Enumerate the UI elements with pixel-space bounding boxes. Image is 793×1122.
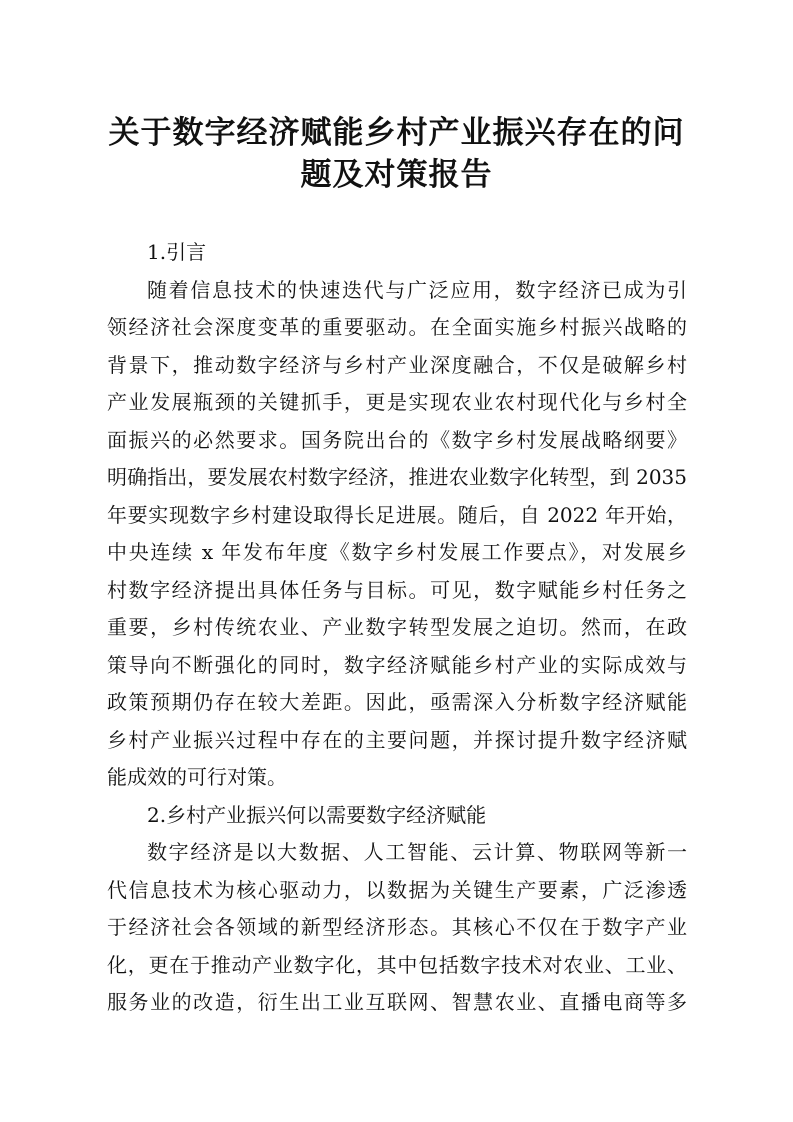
text-line: 服务业的改造，衍生出工业互联网、智慧农业、直播电商等多 bbox=[107, 990, 687, 1014]
text-line: 重要，乡村传统农业、产业数字转型发展之迫切。然而，在政 bbox=[107, 615, 687, 639]
text-line: 领经济社会深度变革的重要驱动。在全面实施乡村振兴战略的 bbox=[107, 315, 687, 339]
text-line: 能成效的可行对策。 bbox=[107, 765, 287, 789]
text-line: 于经济社会各领域的新型经济形态。其核心不仅在于数字产业 bbox=[107, 915, 687, 939]
text-line: 代信息技术为核心驱动力，以数据为关键生产要素，广泛渗透 bbox=[107, 877, 687, 902]
section-heading: 2.乡村产业振兴何以需要数字经济赋能 bbox=[147, 802, 487, 827]
document-body bbox=[107, 234, 687, 1022]
text-line: 背景下，推动数字经济与乡村产业深度融合，不仅是破解乡村 bbox=[107, 352, 687, 377]
section-heading: 1.引言 bbox=[147, 240, 207, 264]
title-line: 关于数字经济赋能乡村产业振兴存在的问 bbox=[108, 115, 685, 151]
text-line: 数字经济是以大数据、人工智能、云计算、物联网等新一 bbox=[147, 840, 687, 864]
text-line: 中央连续 x 年发布年度《数字乡村发展工作要点》，对发展乡 bbox=[107, 540, 687, 564]
title-line: 题及对策报告 bbox=[300, 157, 493, 193]
text-line: 乡村产业振兴过程中存在的主要问题，并探讨提升数字经济赋 bbox=[107, 727, 687, 752]
text-line: 产业发展瓶颈的关键抓手，更是实现农业农村现代化与乡村全 bbox=[107, 390, 687, 414]
text-line: 年要实现数字乡村建设取得长足进展。随后，自 2022 年开始， bbox=[107, 502, 687, 527]
text-line: 化，更在于推动产业数字化，其中包括数字技术对农业、工业、 bbox=[107, 952, 687, 977]
paragraph bbox=[107, 834, 687, 1022]
text-line: 随着信息技术的快速迭代与广泛应用，数字经济已成为引 bbox=[147, 277, 687, 302]
text-line: 策导向不断强化的同时，数字经济赋能乡村产业的实际成效与 bbox=[107, 652, 687, 677]
text-line: 明确指出，要发展农村数字经济，推进农业数字化转型，到 2035 bbox=[107, 465, 687, 489]
text-line: 政策预期仍存在较大差距。因此，亟需深入分析数字经济赋能 bbox=[107, 690, 687, 714]
text-line: 面振兴的必然要求。国务院出台的《数字乡村发展战略纲要》 bbox=[107, 427, 687, 452]
text-line: 村数字经济提出具体任务与目标。可见，数字赋能乡村任务之 bbox=[107, 577, 687, 602]
document-title bbox=[90, 112, 703, 196]
paragraph bbox=[107, 272, 687, 797]
